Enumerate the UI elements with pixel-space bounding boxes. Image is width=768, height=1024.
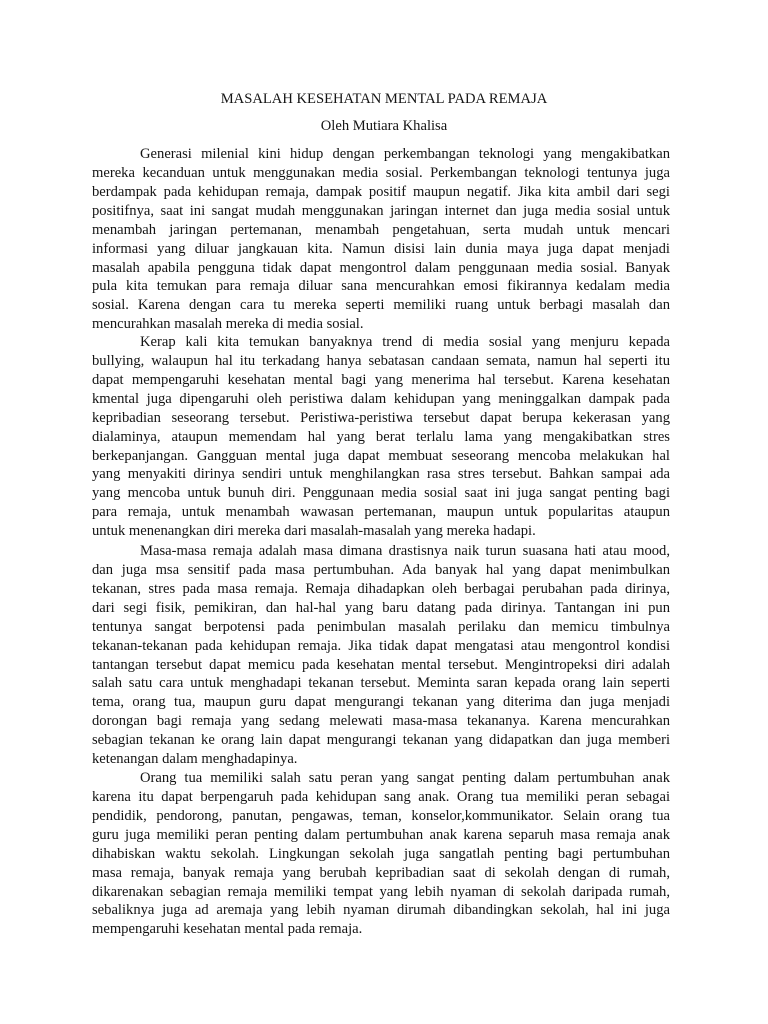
text-line: para remaja, untuk menambah wawasan pertemanan, maupun untuk popularitas ataupun (92, 504, 670, 521)
text-line: mereka kecanduan untuk menggunakan media sosial. Perkembangan teknologi tentunya juga (92, 165, 670, 182)
text-line: kmental juga dipengaruhi oleh peristiwa dalam kehidupan yang meninggalkan dampak pada (92, 390, 670, 407)
text-line: Orang tua memiliki salah satu peran yang sangat penting dalam pertumbuhan anak (140, 770, 670, 787)
text-line: mencurahkan masalah mereka di media sosial. (92, 316, 364, 333)
text-line: yang mencoba untuk bunuh diri. Penggunaan media sosial saat ini juga sangat penting bagi (92, 485, 670, 502)
text-line: berkepanjangan. Gangguan mental juga dapat membuat seseorang mencoba melakukan hal (92, 447, 670, 464)
text-line: tekanan, stres pada masa remaja. Remaja dihadapkan oleh berbagai perubahan pada dirinya, (92, 580, 670, 597)
text-line: salah satu cara untuk menghadapi tekanan tersebut. Meminta saran kepada orang lain seperti (92, 675, 670, 692)
text-line: berdampak pada kehidupan remaja, dampak positif maupun negatif. Jika kita ambil dari segi (92, 183, 670, 200)
text-line: untuk menenangkan diri mereka dari masalah-masalah yang mereka hadapi. (92, 523, 536, 540)
text-line: guru juga memiliki peran penting dalam pertumbuhan anak karena separuh masa remaja anak (92, 826, 670, 843)
text-line: sebaliknya juga ad aremaja yang lebih nyaman dirumah dibandingkan sekolah, hal ini juga (92, 902, 670, 919)
text-line: tekanan-tekanan pada kehidupan remaja. Jika tidak dapat mengatasi atau mengontrol kondisi (92, 637, 670, 654)
text-line: Kerap kali kita temukan banyaknya trend di media sosial yang menjuru kepada (140, 334, 670, 351)
text-line: pula kita temukan para remaja diluar sana mencurahkan emosi fikirannya kedalam media (92, 278, 670, 295)
text-line: positifnya, saat ini sangat mudah menggunakan jaringan internet dan juga media sosial untuk (92, 202, 670, 219)
text-line: dikarenakan sebagian remaja memiliki tempat yang lebih nyaman di sekolah daripada rumah, (92, 883, 670, 900)
text-line: sebagian tekanan ke orang lain dapat mengurangi tekanan yang didapatkan dan juga memberi (92, 732, 670, 749)
text-line: tentunya sangat berpotensi pada penimbulan masalah perilaku dan memicu timbulnya (92, 618, 670, 635)
text-line: masalah apabila pengguna tidak dapat mengontrol dalam penggunaan media sosial. Banyak (92, 259, 670, 276)
document-title: MASALAH KESEHATAN MENTAL PADA REMAJA (220, 91, 548, 107)
text-line: bullying, walaupun hal itu terkadang hanya sebatasan candaan semata, namun hal seperti itu (92, 353, 670, 370)
text-line: dan juga msa sensitif pada masa pertumbuhan. Ada banyak hal yang dapat menimbulkan (92, 562, 670, 579)
text-line: dialaminya, ataupun memendam hal yang berat terlalu lama yang mengakibatkan stres (92, 428, 670, 445)
text-line: menambah jaringan pertemanan, menambah pengetahuan, serta mudah untuk mencari (92, 221, 670, 238)
text-line: dapat mempengaruhi kesehatan mental bagi yang menerima hal tersebut. Karena kesehatan (92, 371, 670, 388)
text-line: Masa-masa remaja adalah masa dimana drastisnya naik turun suasana hati atau mood, (140, 543, 670, 560)
paragraph-1 (92, 145, 670, 334)
text-line: dihabiskan waktu sekolah. Lingkungan sekolah juga sangatlah penting bagi pertumbuhan (92, 845, 670, 862)
text-line: tema, orang tua, maupun guru dapat mengurangi tekanan yang diterima dan juga menjadi (92, 694, 670, 711)
paragraph-4 (92, 769, 670, 939)
text-line: Generasi milenial kini hidup dengan perkembangan teknologi yang mengakibatkan (140, 146, 670, 163)
text-line: dari segi fisik, pemikiran, dan hal-hal yang baru datang pada dirinya. Tantangan ini pun (92, 599, 670, 616)
document-author: Oleh Mutiara Khalisa (320, 118, 448, 134)
paragraph-3 (92, 542, 670, 769)
text-line: dorongan bagi remaja yang sedang melewati masa-masa tekananya. Karena mencurahkan (92, 713, 670, 730)
paragraph-2 (92, 333, 670, 541)
text-line: informasi yang diluar jangkauan kita. Namun disisi lain dunia maya juga dapat menjadi (92, 240, 670, 257)
text-line: karena itu dapat berpengaruh pada kehidupan sang anak. Orang tua memiliki peran sebagai (92, 789, 670, 806)
text-line: tantangan tersebut dapat memicu pada kesehatan mental tersebut. Mengintropeksi diri adalah (92, 656, 670, 673)
text-line: masa remaja, banyak remaja yang berubah kepribadian saat di sekolah dengan di rumah, (92, 864, 670, 881)
text-line: mempengaruhi kesehatan mental pada remaja. (92, 921, 363, 938)
text-line: ketenangan dalam menghadapinya. (92, 750, 298, 767)
text-line: sosial. Karena dengan cara tu mereka seperti memiliki ruang untuk berbagi masalah dan (92, 297, 670, 314)
text-line: pendidik, pendorong, panutan, pengawas, teman, konselor,kommunikator. Selain orang tua (92, 807, 670, 824)
text-line: kepribadian seseorang tersebut. Peristiwa-peristiwa tersebut dapat berupa kekerasan yang (92, 409, 670, 426)
text-line: yang menyakiti dirinya sendiri untuk menghilangkan rasa stres tersebut. Bahkan sampai ada (92, 466, 670, 483)
